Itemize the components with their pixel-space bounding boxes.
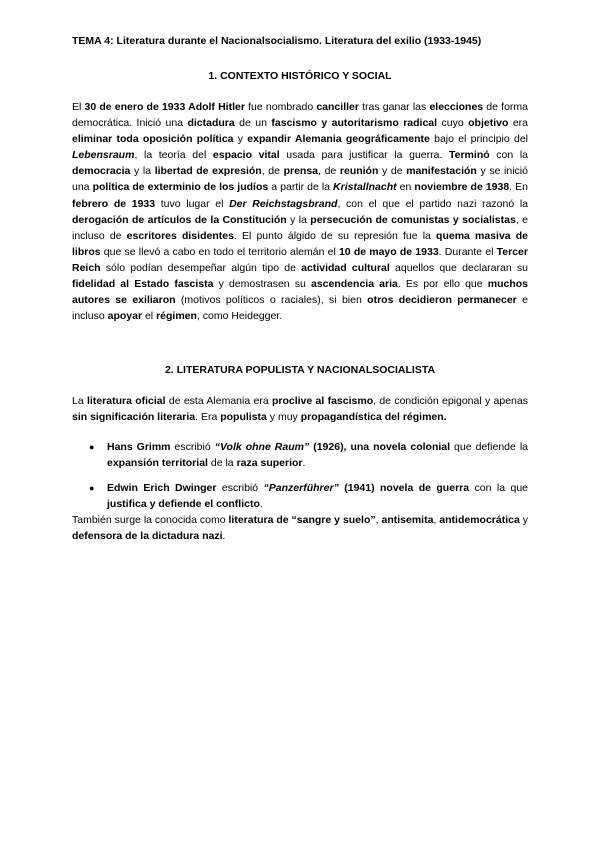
text-run: de esta Alemania era	[165, 395, 272, 407]
emphasis-run: Kristallnacht	[333, 181, 397, 194]
text-run: y de	[378, 165, 407, 178]
emphasis-run: régimen	[156, 310, 197, 323]
emphasis-run: antisemita	[381, 514, 434, 526]
emphasis-run: elecciones	[429, 101, 484, 113]
text-run: , e incluso de	[72, 213, 528, 242]
document-title: TEMA 4: Literatura durante el Nacionalsocialismo. Literatura del exilio (1933-1945)	[72, 35, 482, 47]
emphasis-run: 10 de mayo de 1933	[338, 245, 439, 258]
emphasis-run: persecución de comunistas y socialistas	[310, 213, 516, 226]
emphasis-run: febrero de 1933	[72, 197, 156, 210]
text-run: , de	[318, 165, 340, 178]
text-run: (motivos políticos o raciales), si bien	[175, 294, 368, 307]
section-2-heading: 2. LITERATURA POPULISTA Y NACIONALSOCIALISTA	[164, 364, 436, 376]
emphasis-run: ascendencia aria	[311, 278, 398, 291]
bullet-icon: ●	[89, 483, 95, 493]
emphasis-run: (1941) novela de guerra	[338, 482, 470, 494]
emphasis-run: literatura oficial	[86, 395, 166, 407]
emphasis-run: expandir Alemania geográficamente	[247, 133, 430, 146]
text-run: que defiende la	[450, 441, 529, 453]
text-run: de forma democrática. Inició una	[72, 101, 528, 130]
emphasis-run: democracia	[72, 165, 131, 178]
emphasis-run: “Volk ohne Raum”	[214, 441, 310, 453]
text-run: sólo podían desempeñar algún tipo de	[100, 261, 302, 274]
text-run: y muy	[266, 411, 301, 424]
emphasis-run: espacio vital	[212, 149, 280, 162]
emphasis-run: defensora de la dictadura nazi	[72, 530, 223, 543]
emphasis-run: 30 de enero de 1933 Adolf Hitler	[84, 101, 245, 113]
text-run: con la que	[469, 482, 528, 494]
emphasis-run: noviembre de 1938	[414, 181, 510, 194]
emphasis-run: canciller	[316, 101, 359, 113]
bullet-text	[107, 480, 528, 512]
emphasis-run: fidelidad al Estado fascista	[72, 278, 214, 291]
text-run: tras ganar las	[358, 101, 430, 113]
text-run: . En	[509, 181, 529, 194]
text-run: , de	[261, 165, 284, 178]
text-run: de un	[234, 117, 272, 130]
text-run: El	[72, 101, 85, 113]
emphasis-run: escritores disidentes	[126, 229, 234, 242]
text-run: aquellos que declararan su	[389, 261, 528, 274]
emphasis-run: Terminó	[449, 149, 490, 162]
text-run: , la teoría del	[134, 149, 213, 162]
bullet-item-hans-grimm	[89, 439, 528, 471]
section-2-paragraph	[72, 393, 528, 425]
emphasis-run: Lebensraum	[72, 149, 135, 162]
text-run: . El punto álgido de su represión fue la	[233, 229, 437, 242]
text-run: fue nombrado	[244, 101, 317, 113]
text-run: escribió	[170, 441, 215, 453]
emphasis-run: fascismo y autoritarismo radical	[271, 117, 438, 130]
text-run: tuvo lugar el	[155, 197, 230, 210]
emphasis-run: expansión territorial	[107, 457, 208, 470]
text-run: usada para justificar la guerra.	[279, 149, 449, 162]
text-run: a partir de la	[268, 181, 334, 194]
text-run: y demostrasen su	[213, 278, 311, 291]
bullet-item-edwin-erich-dwinger	[89, 480, 528, 512]
emphasis-run: muchos autores se exiliaron	[72, 278, 528, 307]
text-run: y	[233, 133, 248, 146]
emphasis-run: antidemocrática	[439, 514, 520, 526]
text-run: . Es por ello que	[397, 278, 488, 291]
emphasis-run: (1926), una novela colonial	[309, 441, 451, 453]
text-run: . Durante el	[438, 245, 497, 258]
emphasis-run: derogación de artículos de la Constitución	[72, 213, 287, 226]
text-run: el	[142, 310, 157, 323]
text-run: cuyo	[437, 117, 469, 130]
section-1-paragraph	[72, 99, 528, 324]
emphasis-run: “Panzerführer”	[263, 482, 339, 494]
text-run: La	[72, 395, 87, 407]
emphasis-run: Tercer Reich	[72, 245, 528, 274]
emphasis-run: Hans Grimm	[107, 441, 171, 453]
emphasis-run: proclive al fascismo	[271, 395, 374, 407]
emphasis-run: política de exterminio de los judíos	[92, 181, 269, 194]
emphasis-run: literatura de “sangre y suelo”	[228, 514, 376, 526]
emphasis-run: libertad de expresión	[154, 165, 262, 178]
text-run: .	[259, 498, 263, 511]
emphasis-run: manifestación	[406, 165, 477, 178]
emphasis-run: otros decidieron permanecer	[367, 294, 517, 307]
text-run: , como Heidegger.	[196, 310, 283, 323]
text-run: e incluso	[72, 294, 528, 323]
emphasis-run: Edwin Erich Dwinger	[107, 482, 217, 494]
text-run: , de condición epigonal y apenas	[373, 395, 528, 407]
emphasis-run: raza superior	[236, 457, 303, 470]
text-run: escribió	[216, 482, 264, 494]
emphasis-run: sin significación literaria	[72, 411, 196, 424]
text-run: , con el que el partido nazi razonó la	[337, 197, 528, 210]
text-run: que se llevó a cabo en todo el territorio alemán el	[100, 245, 339, 258]
emphasis-run: quema masiva de libros	[72, 229, 529, 258]
text-run: . Era	[195, 411, 221, 424]
emphasis-run: reunión	[339, 165, 379, 178]
text-run: en	[396, 181, 415, 194]
text-run: con la	[489, 149, 529, 162]
text-run: .	[222, 530, 226, 543]
text-run: y la	[130, 165, 155, 178]
text-run: .	[302, 457, 306, 470]
emphasis-run: apoyar	[107, 310, 143, 323]
text-run: y se inició una	[72, 165, 528, 194]
text-run: bajo el principio del	[429, 133, 528, 146]
bullet-icon: ●	[89, 442, 95, 452]
emphasis-run: propagandística del régimen.	[300, 411, 447, 424]
bullet-text	[107, 439, 528, 471]
text-run: era	[508, 117, 529, 130]
section-2-closing-paragraph	[72, 512, 528, 544]
emphasis-run: dictadura	[187, 117, 235, 130]
emphasis-run: justifica y defiende el conflicto	[107, 498, 260, 511]
section-1-heading: 1. CONTEXTO HISTÓRICO Y SOCIAL	[208, 70, 392, 82]
emphasis-run: populista	[220, 411, 267, 424]
text-run: de la	[207, 457, 237, 470]
text-run: y la	[286, 213, 311, 226]
emphasis-run: eliminar toda oposición política	[72, 133, 234, 146]
text-run: ,	[375, 514, 382, 526]
emphasis-run: Der Reichstagsbrand	[229, 197, 338, 210]
emphasis-run: actividad cultural	[301, 261, 390, 274]
text-run: También surge la conocida como	[72, 514, 229, 526]
text-run: ,	[433, 514, 440, 526]
emphasis-run: objetivo	[468, 117, 509, 130]
emphasis-run: prensa	[283, 165, 319, 178]
text-run: y	[519, 514, 528, 526]
